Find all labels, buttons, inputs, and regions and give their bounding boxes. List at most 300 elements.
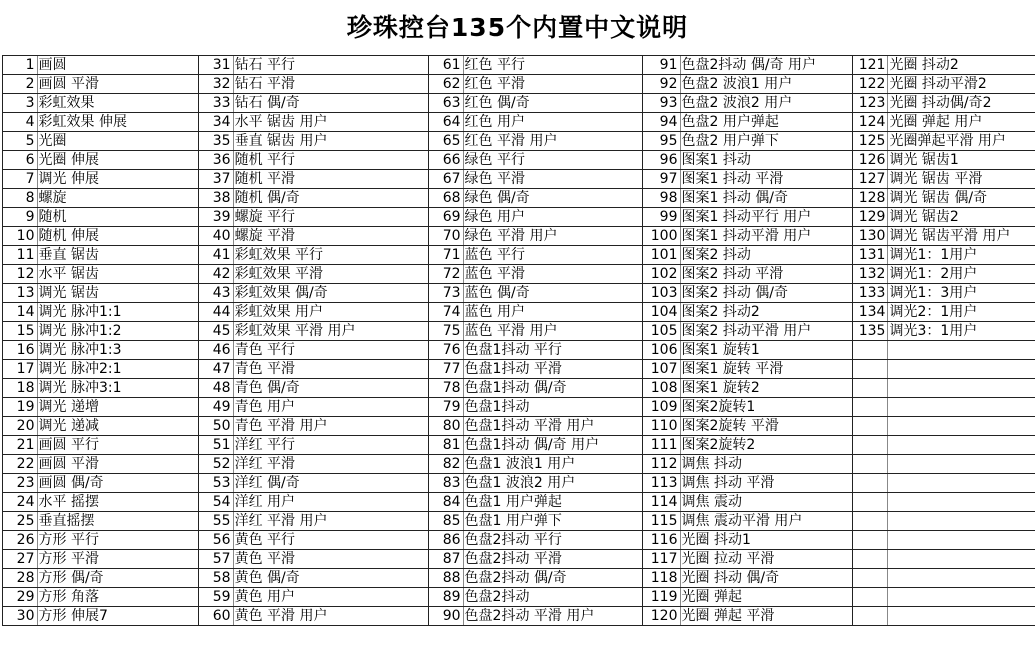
effect-number: 80 bbox=[442, 418, 461, 434]
effect-number bbox=[853, 417, 887, 435]
effect-number: 57 bbox=[212, 551, 231, 567]
table-cell bbox=[429, 94, 643, 113]
effect-name: 光圈 抖动1 bbox=[680, 531, 853, 549]
effect-name: 色盘1抖动 平行 bbox=[463, 341, 642, 359]
effect-name: 绿色 偶/奇 bbox=[463, 189, 642, 207]
effect-number: 92 bbox=[659, 76, 678, 92]
table-cell bbox=[3, 493, 199, 512]
table-cell bbox=[3, 474, 199, 493]
table-cell bbox=[853, 588, 1035, 607]
table-cell bbox=[3, 588, 199, 607]
table-row bbox=[3, 227, 1035, 246]
effect-name: 色盘1 波浪1 用户 bbox=[463, 455, 642, 473]
effect-number: 106 bbox=[650, 342, 678, 358]
table-cell bbox=[643, 607, 853, 626]
effect-name: 光圈 bbox=[37, 132, 199, 150]
table-cell bbox=[3, 398, 199, 417]
table-cell bbox=[643, 208, 853, 227]
effect-number: 19 bbox=[16, 399, 35, 415]
table-cell bbox=[199, 398, 429, 417]
effect-name: 图案2旋转 平滑 bbox=[680, 417, 853, 435]
table-cell bbox=[3, 56, 199, 75]
table-cell bbox=[199, 607, 429, 626]
table-cell bbox=[853, 322, 1035, 341]
effect-number bbox=[853, 379, 887, 397]
effect-number: 99 bbox=[659, 209, 678, 225]
effect-number bbox=[853, 607, 887, 625]
table-row bbox=[3, 569, 1035, 588]
effect-name: 调光 锯齿1 bbox=[887, 151, 1035, 169]
table-cell bbox=[643, 512, 853, 531]
table-cell bbox=[199, 246, 429, 265]
effect-number: 108 bbox=[650, 380, 678, 396]
table-cell bbox=[199, 436, 429, 455]
effect-number: 21 bbox=[16, 437, 35, 453]
effect-number bbox=[853, 569, 887, 587]
table-cell bbox=[199, 417, 429, 436]
effect-number: 124 bbox=[858, 114, 886, 130]
effect-number: 53 bbox=[212, 475, 231, 491]
effect-number: 16 bbox=[16, 342, 35, 358]
effect-number: 64 bbox=[442, 114, 461, 130]
table-cell bbox=[199, 493, 429, 512]
effect-name: 彩虹效果 偶/奇 bbox=[233, 284, 428, 302]
table-cell bbox=[199, 569, 429, 588]
table-cell bbox=[3, 550, 199, 569]
effect-name: 钻石 偶/奇 bbox=[233, 94, 428, 112]
table-cell bbox=[853, 379, 1035, 398]
effect-number: 114 bbox=[650, 494, 678, 510]
table-cell bbox=[853, 227, 1035, 246]
effect-number: 77 bbox=[442, 361, 461, 377]
effect-name: 色盘2抖动 bbox=[463, 588, 642, 606]
effect-number: 6 bbox=[25, 152, 35, 168]
table-row bbox=[3, 170, 1035, 189]
table-cell bbox=[199, 94, 429, 113]
table-cell bbox=[429, 284, 643, 303]
table-row bbox=[3, 436, 1035, 455]
table-cell bbox=[643, 588, 853, 607]
effect-name: 调光 锯齿 偶/奇 bbox=[887, 189, 1035, 207]
effect-name: 图案1 抖动 偶/奇 bbox=[680, 189, 853, 207]
effect-number: 96 bbox=[659, 152, 678, 168]
effect-name: 红色 平滑 用户 bbox=[463, 132, 642, 150]
effect-name: 光圈弹起平滑 用户 bbox=[887, 132, 1035, 150]
table-cell bbox=[429, 246, 643, 265]
effect-name: 调焦 抖动 bbox=[680, 455, 853, 473]
effect-number: 126 bbox=[858, 152, 886, 168]
table-cell bbox=[429, 265, 643, 284]
effect-name: 红色 平行 bbox=[463, 56, 642, 74]
table-row bbox=[3, 607, 1035, 626]
effect-number: 61 bbox=[442, 57, 461, 73]
effect-number: 54 bbox=[212, 494, 231, 510]
effect-number: 90 bbox=[442, 608, 461, 624]
effect-name: 彩虹效果 平滑 用户 bbox=[233, 322, 428, 340]
table-cell bbox=[853, 550, 1035, 569]
table-row bbox=[3, 56, 1035, 75]
table-cell bbox=[643, 569, 853, 588]
table-cell bbox=[643, 284, 853, 303]
effect-name: 调光 锯齿 平滑 bbox=[887, 170, 1035, 188]
effect-name: 色盘2抖动 平滑 bbox=[463, 550, 642, 568]
table-cell bbox=[3, 246, 199, 265]
effect-name: 图案2 抖动2 bbox=[680, 303, 853, 321]
effect-number: 109 bbox=[650, 399, 678, 415]
table-cell bbox=[429, 588, 643, 607]
table-cell bbox=[199, 360, 429, 379]
table-cell bbox=[429, 436, 643, 455]
effect-name: 图案1 抖动平行 用户 bbox=[680, 208, 853, 226]
effect-number: 59 bbox=[212, 589, 231, 605]
effect-number: 69 bbox=[442, 209, 461, 225]
effect-name: 青色 平滑 用户 bbox=[233, 417, 428, 435]
table-cell bbox=[3, 75, 199, 94]
table-cell bbox=[3, 436, 199, 455]
effect-name: 黄色 偶/奇 bbox=[233, 569, 428, 587]
effect-name: 光圈 抖动2 bbox=[887, 56, 1035, 74]
effect-name bbox=[887, 455, 1035, 473]
effect-number bbox=[853, 455, 887, 473]
effect-number: 85 bbox=[442, 513, 461, 529]
effect-number: 95 bbox=[659, 133, 678, 149]
table-cell bbox=[3, 170, 199, 189]
effect-number: 43 bbox=[212, 285, 231, 301]
effect-name: 蓝色 平滑 bbox=[463, 265, 642, 283]
effect-name: 青色 偶/奇 bbox=[233, 379, 428, 397]
table-cell bbox=[3, 189, 199, 208]
effect-number: 24 bbox=[16, 494, 35, 510]
effect-name: 洋红 偶/奇 bbox=[233, 474, 428, 492]
effect-name: 调光 递减 bbox=[37, 417, 199, 435]
effect-name: 图案1 旋转1 bbox=[680, 341, 853, 359]
effect-name: 螺旋 bbox=[37, 189, 199, 207]
effect-number: 65 bbox=[442, 133, 461, 149]
table-cell bbox=[199, 588, 429, 607]
effect-number: 52 bbox=[212, 456, 231, 472]
table-cell bbox=[643, 189, 853, 208]
effect-name: 图案2旋转2 bbox=[680, 436, 853, 454]
effect-name: 调光2：1用户 bbox=[887, 303, 1035, 321]
table-cell bbox=[853, 75, 1035, 94]
effect-number: 26 bbox=[16, 532, 35, 548]
table-cell bbox=[853, 284, 1035, 303]
table-cell bbox=[853, 208, 1035, 227]
effect-number: 97 bbox=[659, 171, 678, 187]
effect-name: 色盘2抖动 平滑 用户 bbox=[463, 607, 642, 625]
effect-name: 画圆 偶/奇 bbox=[37, 474, 199, 492]
effect-number: 67 bbox=[442, 171, 461, 187]
effect-number: 20 bbox=[16, 418, 35, 434]
effect-number: 87 bbox=[442, 551, 461, 567]
effect-name: 调光 伸展 bbox=[37, 170, 199, 188]
effect-name: 色盘1 用户弹下 bbox=[463, 512, 642, 530]
effect-number: 55 bbox=[212, 513, 231, 529]
effect-number: 37 bbox=[212, 171, 231, 187]
effect-name: 彩虹效果 伸展 bbox=[37, 113, 199, 131]
effect-name: 绿色 用户 bbox=[463, 208, 642, 226]
effect-name: 调光 脉冲1:3 bbox=[37, 341, 199, 359]
table-cell bbox=[429, 208, 643, 227]
effect-name: 方形 偶/奇 bbox=[37, 569, 199, 587]
table-cell bbox=[643, 455, 853, 474]
effect-name: 方形 平滑 bbox=[37, 550, 199, 568]
effect-name: 随机 偶/奇 bbox=[233, 189, 428, 207]
effect-number: 15 bbox=[16, 323, 35, 339]
table-row bbox=[3, 550, 1035, 569]
effect-number: 62 bbox=[442, 76, 461, 92]
effect-name bbox=[887, 341, 1035, 359]
effect-number: 28 bbox=[16, 570, 35, 586]
effect-number: 30 bbox=[16, 608, 35, 624]
table-cell bbox=[429, 75, 643, 94]
effect-number bbox=[853, 360, 887, 378]
effect-number: 127 bbox=[858, 171, 886, 187]
effect-name: 调光 脉冲2:1 bbox=[37, 360, 199, 378]
effect-number: 101 bbox=[650, 247, 678, 263]
effect-number: 125 bbox=[858, 133, 886, 149]
effect-name: 红色 偶/奇 bbox=[463, 94, 642, 112]
effect-number: 11 bbox=[16, 247, 35, 263]
table-cell bbox=[853, 436, 1035, 455]
effect-name: 方形 角落 bbox=[37, 588, 199, 606]
table-row bbox=[3, 303, 1035, 322]
effect-number: 107 bbox=[650, 361, 678, 377]
page-title: 珍珠控台135个内置中文说明 bbox=[346, 13, 689, 42]
effect-number bbox=[853, 550, 887, 568]
effect-name: 画圆 平滑 bbox=[37, 455, 199, 473]
effect-number: 88 bbox=[442, 570, 461, 586]
effect-number: 89 bbox=[442, 589, 461, 605]
effect-number: 83 bbox=[442, 475, 461, 491]
effect-name bbox=[887, 588, 1035, 606]
table-cell bbox=[199, 208, 429, 227]
effect-name: 黄色 用户 bbox=[233, 588, 428, 606]
effect-name: 垂直 锯齿 bbox=[37, 246, 199, 264]
effect-name: 蓝色 平滑 用户 bbox=[463, 322, 642, 340]
effect-name: 水平 摇摆 bbox=[37, 493, 199, 511]
table-cell bbox=[199, 189, 429, 208]
table-row bbox=[3, 75, 1035, 94]
effect-number: 74 bbox=[442, 304, 461, 320]
effect-number: 78 bbox=[442, 380, 461, 396]
table-cell bbox=[853, 455, 1035, 474]
table-cell bbox=[429, 531, 643, 550]
effect-number: 44 bbox=[212, 304, 231, 320]
effect-number: 104 bbox=[650, 304, 678, 320]
effect-name: 青色 用户 bbox=[233, 398, 428, 416]
table-cell bbox=[199, 113, 429, 132]
effect-name: 光圈 弹起 用户 bbox=[887, 113, 1035, 131]
table-cell bbox=[429, 56, 643, 75]
table-cell bbox=[643, 75, 853, 94]
effect-number: 98 bbox=[659, 190, 678, 206]
table-cell bbox=[429, 493, 643, 512]
effect-name: 黄色 平滑 bbox=[233, 550, 428, 568]
effect-name: 方形 平行 bbox=[37, 531, 199, 549]
table-cell bbox=[199, 322, 429, 341]
table-row bbox=[3, 417, 1035, 436]
table-row bbox=[3, 189, 1035, 208]
table-cell bbox=[199, 512, 429, 531]
effect-name bbox=[887, 493, 1035, 511]
effect-number: 117 bbox=[650, 551, 678, 567]
effect-number: 102 bbox=[650, 266, 678, 282]
table-cell bbox=[643, 493, 853, 512]
effect-number: 58 bbox=[212, 570, 231, 586]
table-cell bbox=[3, 341, 199, 360]
effect-number: 48 bbox=[212, 380, 231, 396]
effect-number bbox=[853, 436, 887, 454]
effect-name: 调光1：1用户 bbox=[887, 246, 1035, 264]
effect-name: 红色 平滑 bbox=[463, 75, 642, 93]
effect-number: 123 bbox=[858, 95, 886, 111]
effect-number: 133 bbox=[858, 285, 886, 301]
effect-number: 130 bbox=[858, 228, 886, 244]
table-cell bbox=[429, 417, 643, 436]
effect-name: 调焦 震动平滑 用户 bbox=[680, 512, 853, 530]
table-cell bbox=[643, 170, 853, 189]
effect-number: 128 bbox=[858, 190, 886, 206]
table-cell bbox=[643, 151, 853, 170]
effect-number: 12 bbox=[16, 266, 35, 282]
effect-name: 洋红 用户 bbox=[233, 493, 428, 511]
effect-number: 122 bbox=[858, 76, 886, 92]
table-row bbox=[3, 455, 1035, 474]
effect-name: 色盘1抖动 平滑 用户 bbox=[463, 417, 642, 435]
effect-number: 33 bbox=[212, 95, 231, 111]
effect-number: 119 bbox=[650, 589, 678, 605]
effect-name: 蓝色 用户 bbox=[463, 303, 642, 321]
effect-number: 93 bbox=[659, 95, 678, 111]
effect-number bbox=[853, 398, 887, 416]
effect-number bbox=[853, 588, 887, 606]
table-cell bbox=[3, 284, 199, 303]
effect-number bbox=[853, 341, 887, 359]
effect-name: 垂直 锯齿 用户 bbox=[233, 132, 428, 150]
table-cell bbox=[199, 132, 429, 151]
table-cell bbox=[853, 607, 1035, 626]
effect-number: 72 bbox=[442, 266, 461, 282]
table-cell bbox=[429, 322, 643, 341]
table-cell bbox=[3, 303, 199, 322]
effect-name: 色盘1 用户弹起 bbox=[463, 493, 642, 511]
table-cell bbox=[429, 455, 643, 474]
effect-name bbox=[887, 550, 1035, 568]
effect-number: 112 bbox=[650, 456, 678, 472]
table-cell bbox=[429, 113, 643, 132]
table-cell bbox=[643, 341, 853, 360]
effect-name: 调光 脉冲3:1 bbox=[37, 379, 199, 397]
effect-name bbox=[887, 607, 1035, 625]
table-cell bbox=[3, 379, 199, 398]
effect-name: 绿色 平滑 bbox=[463, 170, 642, 188]
effect-name: 调光 锯齿平滑 用户 bbox=[887, 227, 1035, 245]
table-cell bbox=[3, 417, 199, 436]
effect-name: 光圈 伸展 bbox=[37, 151, 199, 169]
effect-number bbox=[853, 512, 887, 530]
effect-number: 35 bbox=[212, 133, 231, 149]
effect-number: 34 bbox=[212, 114, 231, 130]
effect-name: 色盘2抖动 偶/奇 用户 bbox=[680, 56, 853, 74]
effect-number: 23 bbox=[16, 475, 35, 491]
table-cell bbox=[429, 474, 643, 493]
effect-number: 100 bbox=[650, 228, 678, 244]
effect-name: 黄色 平滑 用户 bbox=[233, 607, 428, 625]
table-cell bbox=[853, 341, 1035, 360]
effect-number: 86 bbox=[442, 532, 461, 548]
table-cell bbox=[643, 531, 853, 550]
table-cell bbox=[429, 151, 643, 170]
table-cell bbox=[853, 56, 1035, 75]
effect-number: 103 bbox=[650, 285, 678, 301]
effect-number: 121 bbox=[858, 57, 886, 73]
table-cell bbox=[199, 379, 429, 398]
effect-number: 22 bbox=[16, 456, 35, 472]
effect-name: 色盘2抖动 偶/奇 bbox=[463, 569, 642, 587]
table-cell bbox=[3, 455, 199, 474]
effect-name: 色盘2抖动 平行 bbox=[463, 531, 642, 549]
table-cell bbox=[3, 360, 199, 379]
effect-name bbox=[887, 379, 1035, 397]
table-cell bbox=[853, 569, 1035, 588]
table-cell bbox=[3, 531, 199, 550]
table-cell bbox=[199, 170, 429, 189]
table-row bbox=[3, 360, 1035, 379]
effect-number: 68 bbox=[442, 190, 461, 206]
effect-name: 色盘1抖动 偶/奇 bbox=[463, 379, 642, 397]
table-cell bbox=[643, 360, 853, 379]
effect-number: 50 bbox=[212, 418, 231, 434]
effect-name: 垂直摇摆 bbox=[37, 512, 199, 530]
effect-number: 73 bbox=[442, 285, 461, 301]
effect-number: 42 bbox=[212, 266, 231, 282]
effect-name: 调光 脉冲1:1 bbox=[37, 303, 199, 321]
table-cell bbox=[3, 607, 199, 626]
effect-number: 71 bbox=[442, 247, 461, 263]
effect-number: 7 bbox=[25, 171, 35, 187]
effect-name: 钻石 平行 bbox=[233, 56, 428, 74]
effect-number: 17 bbox=[16, 361, 35, 377]
table-cell bbox=[199, 455, 429, 474]
table-cell bbox=[853, 151, 1035, 170]
effect-number: 131 bbox=[858, 247, 886, 263]
effect-number: 81 bbox=[442, 437, 461, 453]
effect-name: 随机 平滑 bbox=[233, 170, 428, 188]
effect-number: 105 bbox=[650, 323, 678, 339]
effect-name: 调焦 抖动 平滑 bbox=[680, 474, 853, 492]
effect-name bbox=[887, 360, 1035, 378]
effect-name: 调光 锯齿 bbox=[37, 284, 199, 302]
table-cell bbox=[853, 303, 1035, 322]
effect-number: 132 bbox=[858, 266, 886, 282]
table-row bbox=[3, 113, 1035, 132]
effect-number: 63 bbox=[442, 95, 461, 111]
effect-number: 4 bbox=[25, 114, 35, 130]
effect-name: 蓝色 平行 bbox=[463, 246, 642, 264]
table-cell bbox=[429, 607, 643, 626]
table-cell bbox=[3, 227, 199, 246]
table-cell bbox=[853, 265, 1035, 284]
table-cell bbox=[3, 512, 199, 531]
effect-name: 色盘1抖动 偶/奇 用户 bbox=[463, 436, 642, 454]
effect-name: 色盘1 波浪2 用户 bbox=[463, 474, 642, 492]
table-cell bbox=[853, 246, 1035, 265]
effect-number: 5 bbox=[25, 133, 35, 149]
effect-name: 光圈 抖动 偶/奇 bbox=[680, 569, 853, 587]
effect-name: 调焦 震动 bbox=[680, 493, 853, 511]
table-cell bbox=[643, 94, 853, 113]
